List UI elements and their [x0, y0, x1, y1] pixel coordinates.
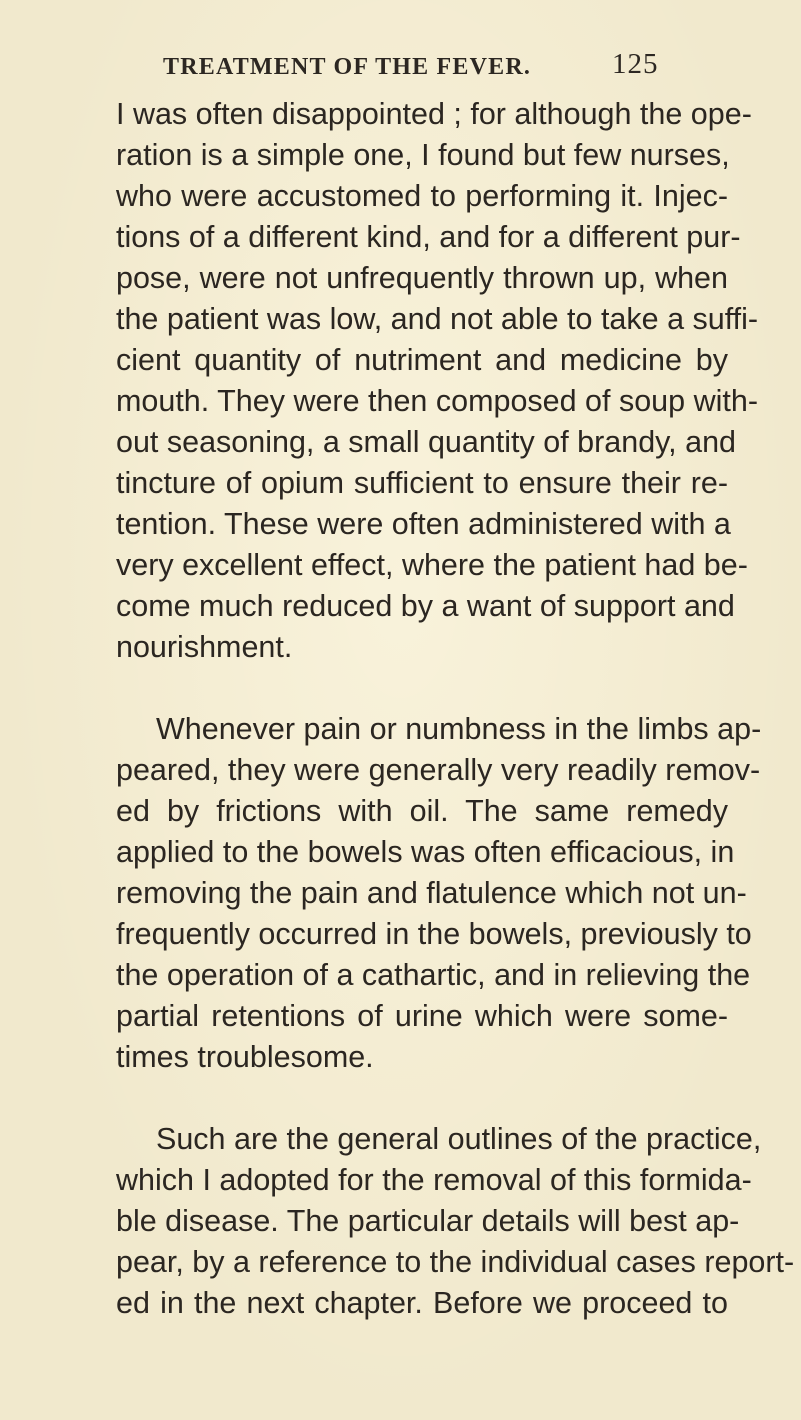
text-line: come much reduced by a want of support and [116, 589, 735, 623]
text-line: ration is a simple one, I found but few nurses, [116, 138, 730, 172]
text-line: ed in the next chapter. Before we proceed to [116, 1286, 728, 1320]
paragraph-2 [116, 709, 762, 1078]
text-line: frequently occurred in the bowels, previously to [116, 917, 752, 951]
text-line: which I adopted for the removal of this formida- [116, 1163, 752, 1197]
page-number: 125 [612, 48, 659, 80]
text-line: out seasoning, a small quantity of brandy, and [116, 425, 736, 459]
text-line: the operation of a cathartic, and in relieving the [116, 958, 751, 992]
text-line: tention. These were often administered with a [116, 507, 731, 541]
text-line: Such are the general outlines of the practice, [156, 1122, 762, 1156]
text-line: ble disease. The particular details will best ap- [116, 1204, 740, 1238]
text-line: pear, by a reference to the individual cases report- [116, 1245, 795, 1279]
paragraph-1 [116, 94, 759, 668]
text-line: applied to the bowels was often efficacious, in [116, 835, 735, 869]
text-line: I was often disappointed ; for although the ope- [116, 97, 752, 131]
text-line: the patient was low, and not able to take a suffi- [116, 302, 759, 336]
text-line: who were accustomed to performing it. Injec- [116, 179, 728, 213]
text-line: pose, were not unfrequently thrown up, when [116, 261, 728, 295]
text-line: tions of a different kind, and for a different pur- [116, 220, 741, 254]
text-line: removing the pain and flatulence which not un- [116, 876, 747, 910]
text-line: Whenever pain or numbness in the limbs ap- [156, 712, 762, 746]
running-head-title: TREATMENT OF THE FEVER. [163, 54, 532, 80]
text-line: nourishment. [116, 630, 293, 664]
body-text [116, 94, 795, 1324]
text-line: mouth. They were then composed of soup with- [116, 384, 758, 418]
text-line: partial retentions of urine which were some- [116, 999, 728, 1033]
text-line: ed by frictions with oil. The same remedy [116, 794, 728, 828]
paragraph-3 [116, 1119, 795, 1324]
running-head [0, 44, 801, 84]
text-line: peared, they were generally very readily remov- [116, 753, 761, 787]
text-line: very excellent effect, where the patient had be- [116, 548, 748, 582]
text-line: cient quantity of nutriment and medicine by [116, 343, 728, 377]
text-line: tincture of opium sufficient to ensure their re- [116, 466, 728, 500]
text-line: times troublesome. [116, 1040, 374, 1074]
